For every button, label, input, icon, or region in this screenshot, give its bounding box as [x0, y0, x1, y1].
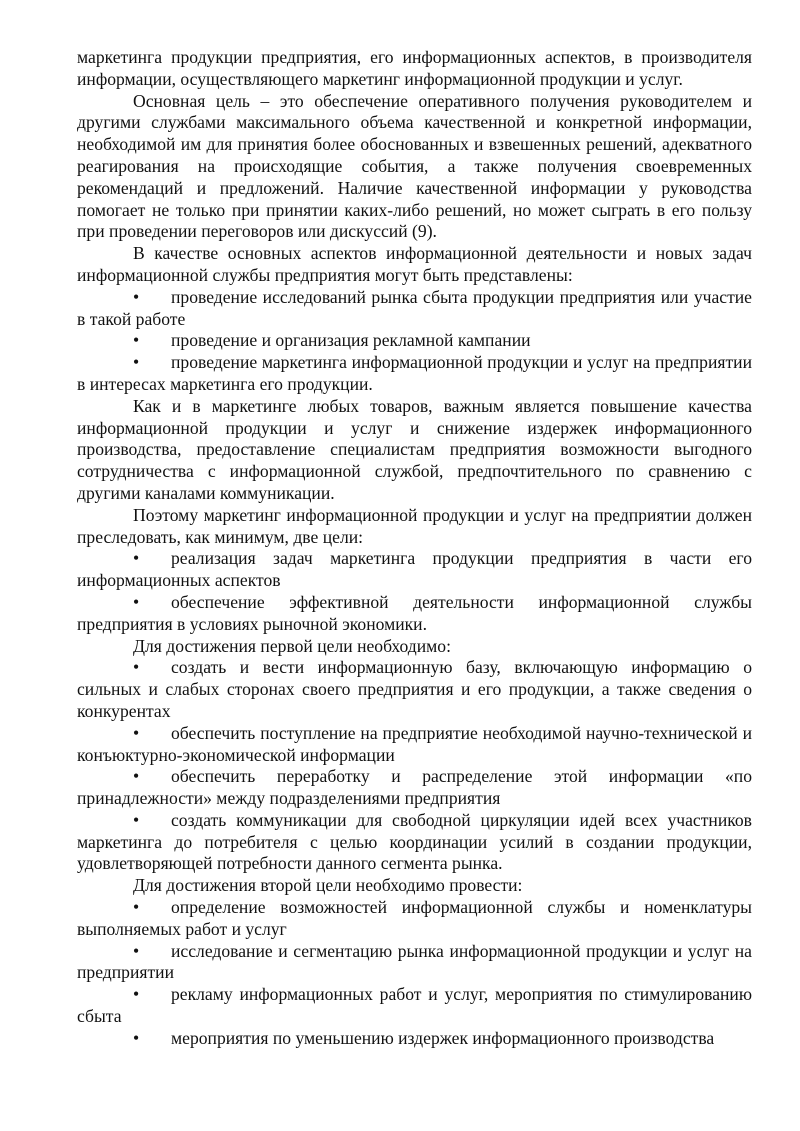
body-paragraph: Поэтому маркетинг информационной продукции и услуг на предприятии должен преследовать, как минимум, две цели:	[77, 504, 752, 547]
bullet-list-item	[77, 723, 752, 767]
bullet-list-item	[77, 941, 752, 985]
bullet-list-item	[77, 657, 752, 722]
bullet-marker: •	[133, 330, 140, 351]
bullet-text: создать коммуникации для свободной циркуляции идей всех участников маркетинга до потребителя с целью координации усилий в создании продукции, удовлетворяющей потребности данного сегмента рынка.	[77, 809, 752, 874]
document-body	[77, 47, 752, 1050]
bullet-marker: •	[133, 766, 140, 787]
bullet-list-item	[77, 352, 752, 396]
bullet-marker: •	[133, 1027, 140, 1048]
body-paragraph: В качестве основных аспектов информационной деятельности и новых задач информационной службы предприятия могут быть представлены:	[77, 243, 752, 285]
bullet-marker: •	[133, 722, 140, 743]
bullet-marker: •	[133, 286, 140, 307]
bullet-list-item	[77, 548, 752, 592]
bullet-text: проведение маркетинга информационной продукции и услуг на предприятии в интересах маркетинга его продукции.	[77, 352, 752, 394]
bullet-list-item	[77, 810, 752, 875]
body-paragraph: Для достижения второй цели необходимо провести:	[133, 875, 523, 896]
bullet-list-item	[77, 897, 752, 941]
bullet-text: мероприятия по уменьшению издержек информационного производства	[171, 1027, 715, 1048]
bullet-text: определение возможностей информационной службы и номенклатуры выполняемых работ и услуг	[77, 897, 752, 939]
body-paragraph: Как и в маркетинге любых товаров, важным является повышение качества информационной продукции и услуг и снижение издержек информационного производства, предоставление специалистам предприятия возможности выгодного сотрудничества с информационной службой, предпочтительного по сравнению с другими каналами коммуникации.	[77, 395, 752, 503]
bullet-text: обеспечить поступление на предприятие необходимой научно-технической и конъюктурно-экономической информации	[77, 722, 752, 765]
bullet-marker: •	[133, 352, 140, 373]
bullet-marker: •	[133, 548, 140, 569]
bullet-list-item	[77, 330, 752, 352]
bullet-text: проведение и организация рекламной кампании	[171, 330, 531, 351]
bullet-text: реализация задач маркетинга продукции предприятия в части его информационных аспектов	[77, 548, 752, 591]
bullet-text: рекламу информационных работ и услуг, мероприятия по стимулированию сбыта	[77, 984, 752, 1027]
bullet-marker: •	[133, 591, 140, 612]
bullet-text: обеспечение эффективной деятельности информационной службы предприятия в условиях рыночной экономики.	[77, 591, 752, 634]
bullet-marker: •	[133, 984, 140, 1005]
bullet-list-item	[77, 984, 752, 1028]
body-paragraph: Основная цель – это обеспечение оперативного получения руководителем и другими службами максимального объема качественной и конкретной информации, необходимой им для принятия более обоснованных и взвешенных решений, адекватного реагирования на происходящие события, а также получения своевременных рекомендаций и предложений. Наличие качественной информации у руководства помогает не только при принятии каких-либо решений, но может сыграть в его пользу при проведении переговоров или дискуссий (9).	[77, 90, 752, 242]
body-paragraph: маркетинга продукции предприятия, его информационных аспектов, в производителя информации, осуществляющего маркетинг информационной продукции и услуг.	[77, 47, 752, 89]
bullet-marker: •	[133, 940, 140, 961]
bullet-text: обеспечить переработку и распределение этой информации «по принадлежности» между подразделениями предприятия	[77, 766, 752, 809]
bullet-list-item	[77, 287, 752, 331]
bullet-text: создать и вести информационную базу, включающую информацию о сильных и слабых сторонах своего предприятия и его продукции, а также сведения о конкурентах	[77, 657, 752, 721]
bullet-text: проведение исследований рынка сбыта продукции предприятия или участие в такой работе	[77, 286, 752, 329]
bullet-list-item	[77, 766, 752, 810]
body-paragraph: Для достижения первой цели необходимо:	[133, 635, 451, 656]
bullet-list-item	[77, 592, 752, 636]
bullet-text: исследование и сегментацию рынка информационной продукции и услуг на предприятии	[77, 940, 752, 983]
bullet-marker: •	[133, 809, 140, 830]
bullet-marker: •	[133, 657, 140, 678]
bullet-list-item	[77, 1028, 752, 1050]
bullet-marker: •	[133, 897, 140, 918]
